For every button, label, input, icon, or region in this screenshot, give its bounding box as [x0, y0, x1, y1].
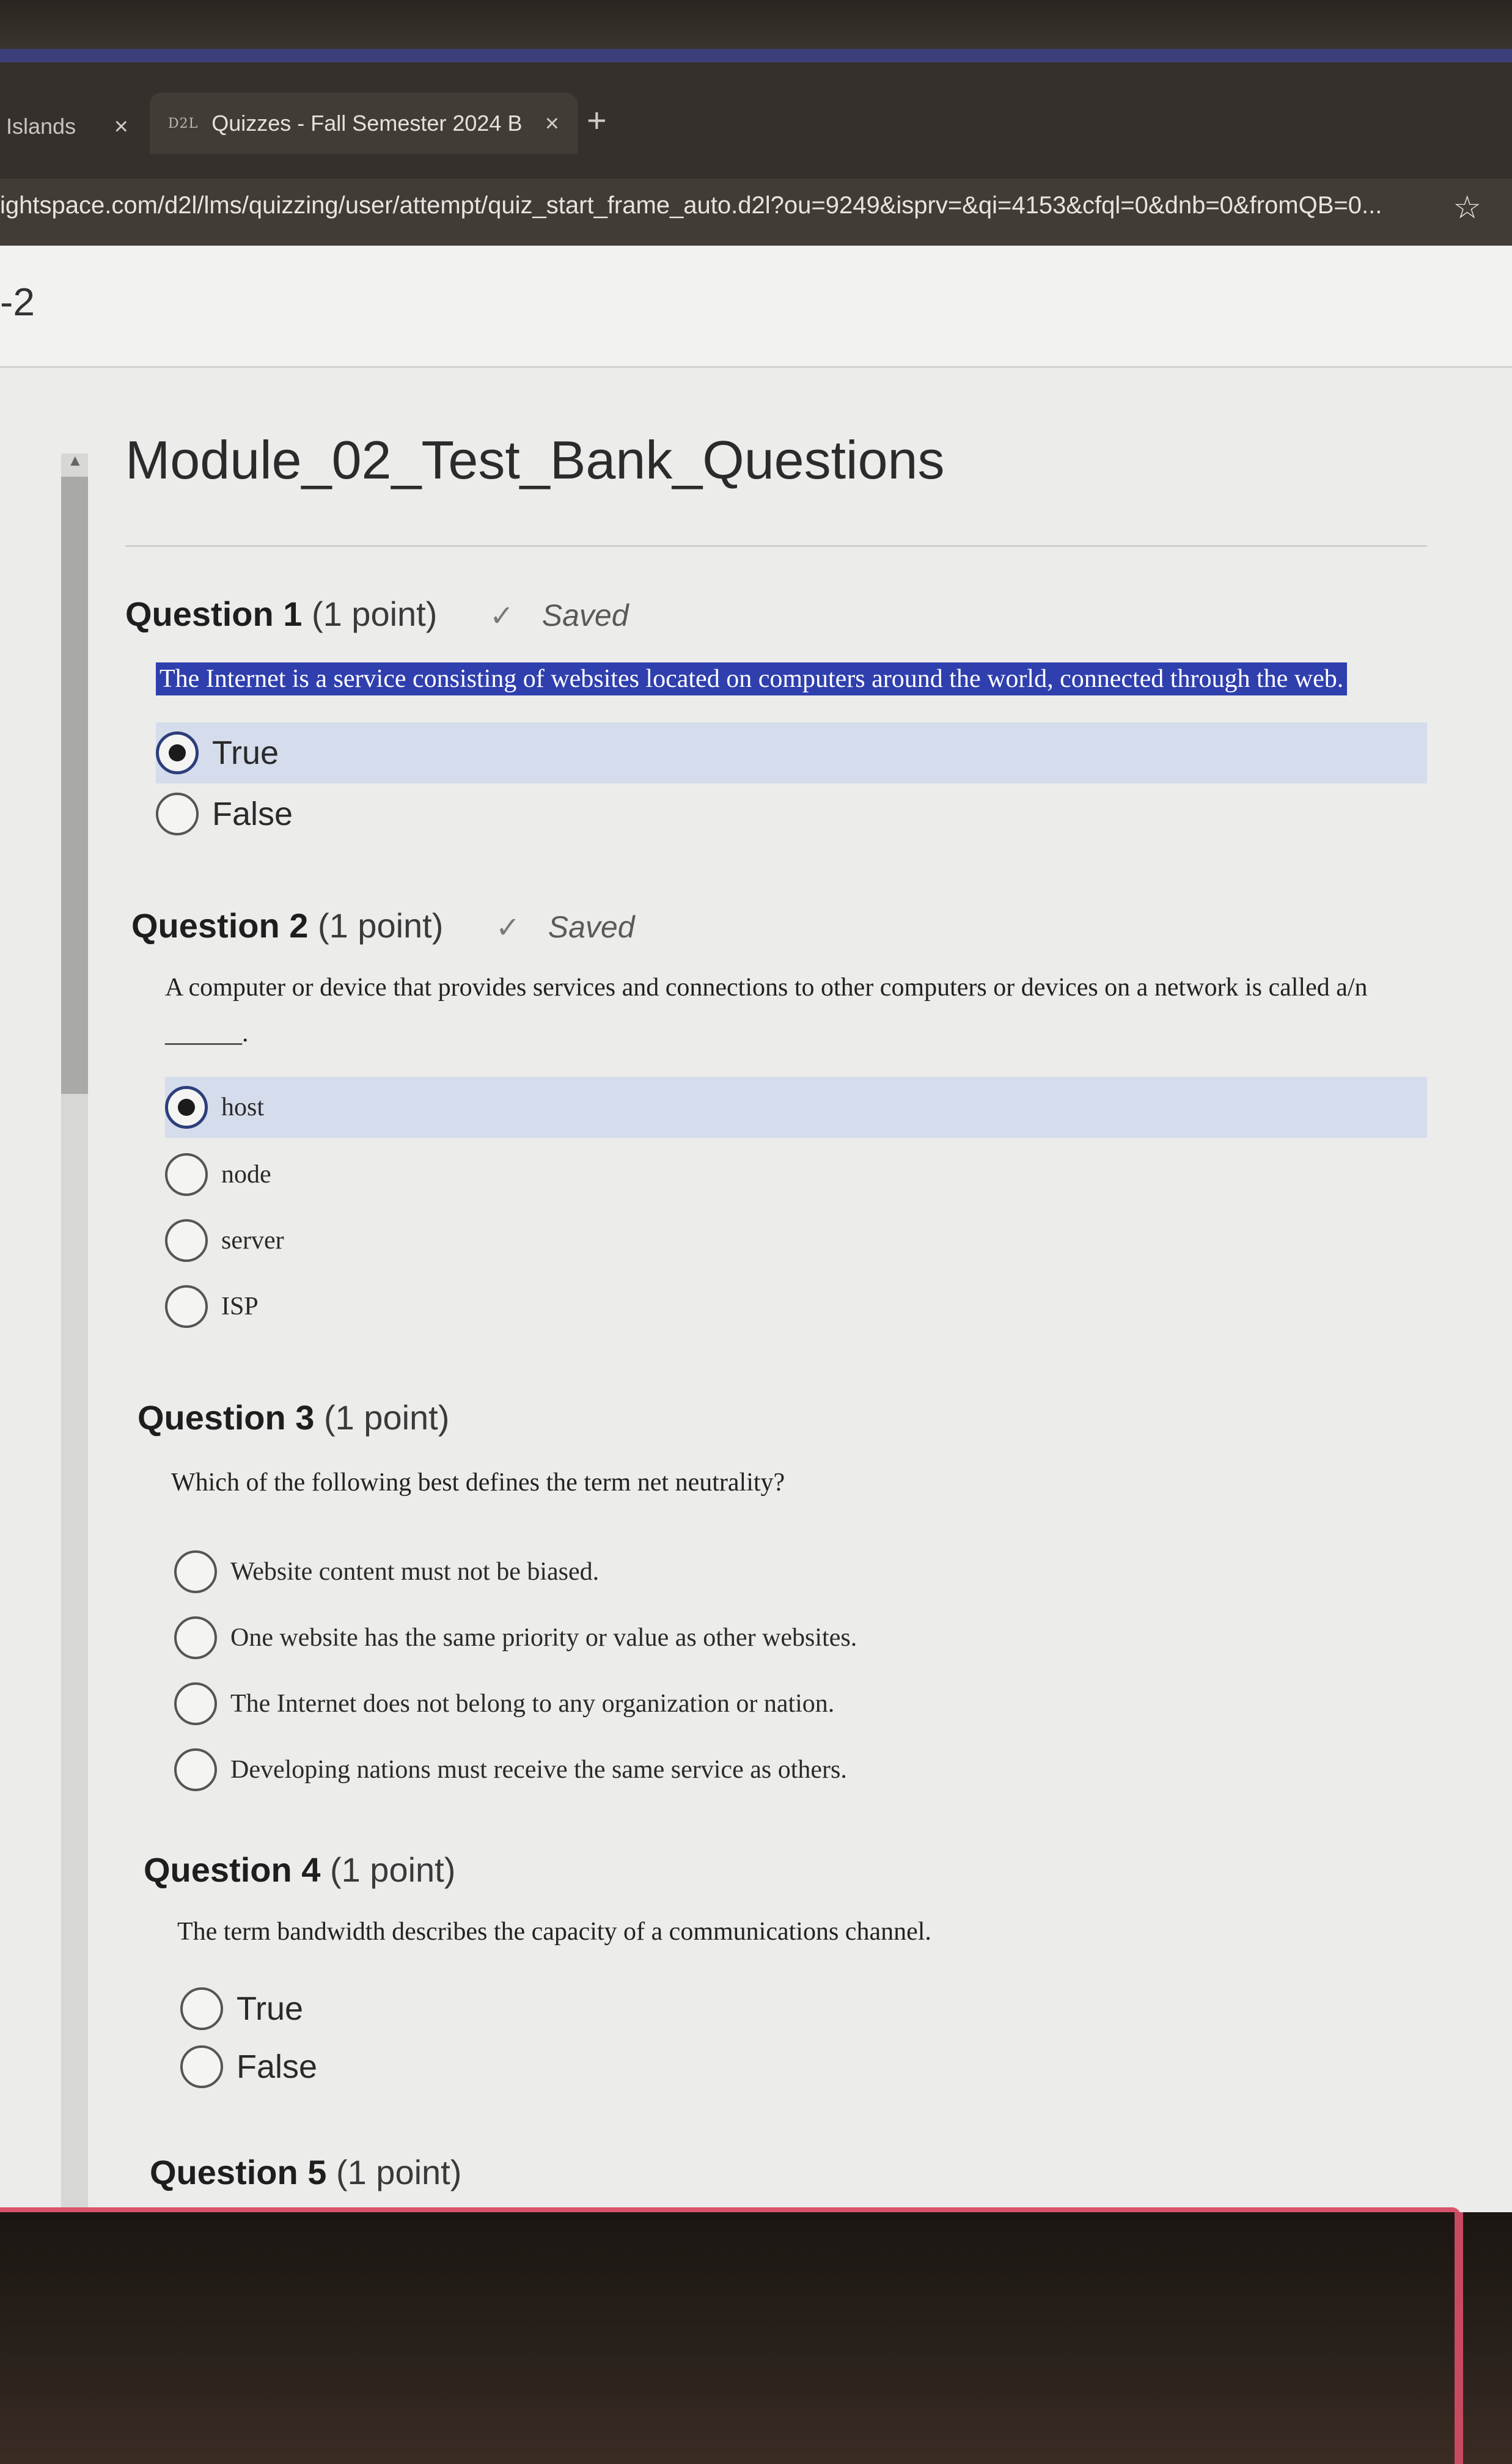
- radio-button[interactable]: [165, 1285, 208, 1328]
- option-label: One website has the same priority or value as other websites.: [230, 1624, 857, 1652]
- option-server[interactable]: [165, 1210, 284, 1271]
- radio-button[interactable]: [174, 1682, 217, 1725]
- selected-text: The Internet is a service consisting of websites located on computers around the world, connected through the web.: [156, 662, 1347, 695]
- question-number: Question 5: [150, 2153, 327, 2191]
- option-true[interactable]: [180, 1978, 303, 2039]
- scroll-up-icon[interactable]: ▲: [67, 451, 83, 469]
- d2l-favicon-icon: D2L: [168, 116, 199, 131]
- url-text[interactable]: ightspace.com/d2l/lms/quizzing/user/attempt/quiz_start_frame_auto.d2l?ou=9249&isprv=&qi=4153&cfql=0&dnb=0&fromQB=0...: [0, 192, 1382, 219]
- question-2-text: A computer or device that provides services and connections to other computers or devices on a network is called a/n: [165, 974, 1368, 1002]
- tab-label: Islands: [6, 114, 76, 139]
- radio-button[interactable]: [156, 793, 199, 835]
- scrollbar-thumb[interactable]: [61, 477, 88, 1094]
- question-2-heading: [131, 906, 635, 945]
- laptop-edge-right: [1455, 2212, 1463, 2464]
- close-icon[interactable]: ×: [545, 109, 559, 137]
- option-label: server: [221, 1226, 284, 1255]
- address-bar[interactable]: [0, 178, 1512, 246]
- option-false[interactable]: [180, 2036, 317, 2097]
- check-icon: ✓: [495, 912, 521, 944]
- saved-status: Saved: [541, 598, 629, 632]
- option-label: The Internet does not belong to any organization or nation.: [230, 1690, 835, 1718]
- radio-button-selected[interactable]: [165, 1086, 208, 1129]
- question-3-text: Which of the following best defines the term net neutrality?: [171, 1469, 785, 1497]
- question-4-text: The term bandwidth describes the capacity of a communications channel.: [177, 1918, 931, 1946]
- window-accent-strip: [0, 49, 1512, 62]
- question-points: (1 point): [336, 2153, 462, 2191]
- radio-button[interactable]: [180, 2045, 223, 2088]
- option-host[interactable]: [165, 1077, 1427, 1138]
- radio-button[interactable]: [174, 1550, 217, 1593]
- question-3-heading: [138, 1398, 449, 1437]
- option-a[interactable]: [174, 1541, 599, 1602]
- option-label: Website content must not be biased.: [230, 1558, 600, 1586]
- option-label: True: [237, 1990, 304, 2027]
- option-label: False: [212, 796, 293, 832]
- option-node[interactable]: [165, 1144, 271, 1205]
- question-points: (1 point): [317, 906, 444, 945]
- radio-button-selected[interactable]: [156, 732, 199, 774]
- option-c[interactable]: [174, 1673, 834, 1734]
- option-label: ISP: [221, 1292, 259, 1321]
- question-number: Question 1: [125, 595, 303, 633]
- star-icon[interactable]: ☆: [1453, 190, 1481, 226]
- laptop-bezel-bottom: [0, 2212, 1512, 2464]
- new-tab-icon[interactable]: +: [587, 101, 607, 139]
- question-number: Question 2: [131, 906, 309, 945]
- quiz-content: [110, 417, 1430, 2213]
- option-d[interactable]: [174, 1739, 847, 1800]
- option-label: node: [221, 1160, 271, 1189]
- close-icon[interactable]: ×: [114, 112, 128, 140]
- question-number: Question 4: [144, 1850, 321, 1889]
- laptop-bezel-top: [0, 0, 1512, 49]
- tab-quizzes[interactable]: [150, 93, 578, 154]
- question-5-heading: [150, 2152, 461, 2192]
- tab-islands[interactable]: [0, 99, 153, 154]
- question-points: (1 point): [311, 595, 438, 633]
- breadcrumb: -2: [0, 280, 35, 324]
- question-number: Question 3: [138, 1398, 315, 1437]
- option-true[interactable]: [156, 722, 1427, 783]
- check-icon: ✓: [489, 600, 515, 632]
- option-label: Developing nations must receive the same service as others.: [230, 1756, 847, 1784]
- page-title: Module_02_Test_Bank_Questions: [125, 430, 945, 490]
- question-1-text: [156, 664, 1347, 694]
- option-isp[interactable]: [165, 1276, 259, 1337]
- option-label: False: [237, 2048, 318, 2085]
- browser-tab-strip: [0, 62, 1512, 178]
- tab-label: Quizzes - Fall Semester 2024 B: [211, 111, 523, 136]
- question-points: (1 point): [323, 1398, 450, 1437]
- question-2-blank: ______.: [165, 1019, 249, 1047]
- radio-button[interactable]: [174, 1616, 217, 1659]
- option-b[interactable]: [174, 1607, 857, 1668]
- radio-button[interactable]: [165, 1153, 208, 1196]
- radio-button[interactable]: [180, 1987, 223, 2030]
- page-header: [0, 246, 1512, 368]
- saved-status: Saved: [548, 910, 635, 944]
- radio-button[interactable]: [165, 1219, 208, 1262]
- question-points: (1 point): [329, 1850, 456, 1889]
- page-viewport: [0, 246, 1512, 2212]
- option-false[interactable]: [156, 783, 1427, 845]
- question-1-heading: [125, 594, 629, 634]
- radio-button[interactable]: [174, 1748, 217, 1791]
- option-label: host: [221, 1093, 265, 1121]
- option-label: True: [212, 735, 279, 771]
- title-divider: [125, 545, 1427, 547]
- question-4-heading: [144, 1850, 455, 1890]
